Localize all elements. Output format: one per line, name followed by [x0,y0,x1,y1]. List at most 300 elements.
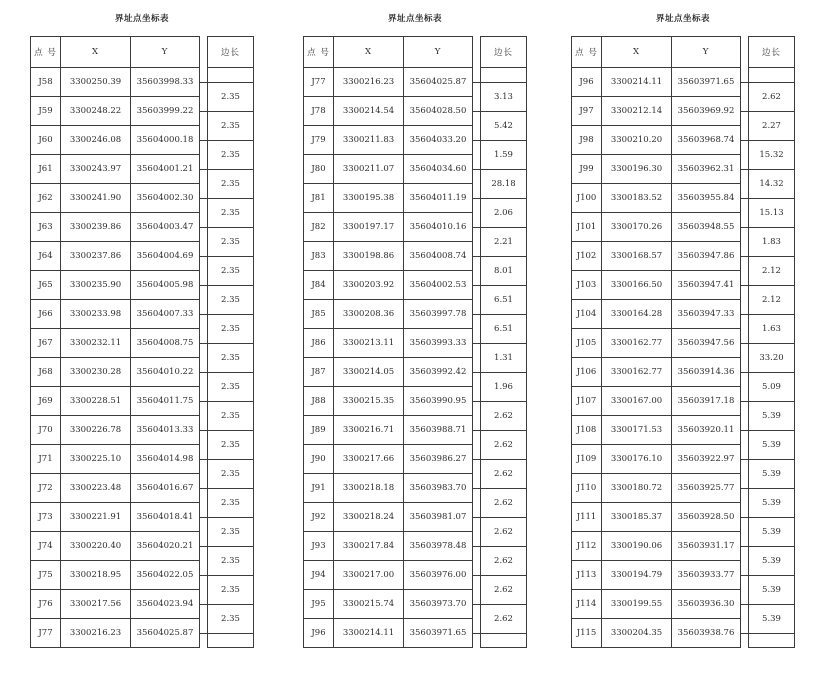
y-coordinate-cell: 35604011.19 [409,193,467,203]
point-id-cell: J61 [31,155,61,183]
x-coordinate-cell: 3300218.18 [334,474,404,502]
y-coordinate-cell: 35603947.33 [677,309,735,319]
x-coordinate-cell: 3300243.97 [61,155,131,183]
side-spacer-cell [481,67,526,82]
x-coordinate-cell: 3300196.30 [602,155,672,183]
y-coordinate-cell: 35604025.87 [136,628,194,638]
coordinate-table-2 [303,12,527,648]
y-coordinate-cell: 35604003.47 [136,222,194,232]
point-id-cell: J86 [304,329,334,357]
y-coordinate-cell: 35603947.41 [677,280,735,290]
point-id-cell: J65 [31,271,61,299]
point-id-cell: J97 [572,97,602,125]
y-coordinate-cell: 35604001.21 [136,164,194,174]
col-header-side: 边长 [761,48,781,58]
side-length-cell: 2.35 [208,169,253,198]
side-cells-container [749,67,794,647]
table-row [304,444,472,473]
table-title: 界址点坐标表 [655,14,710,24]
point-id-cell: J70 [31,416,61,444]
point-id-cell: J77 [304,68,334,96]
point-id-cell: J62 [31,184,61,212]
header-row [572,37,740,67]
side-length-cell: 2.35 [208,198,253,227]
rows-container [304,67,472,647]
side-length-cell: 2.35 [208,604,253,633]
side-length-cell: 15.32 [749,140,794,169]
side-length-cell: 2.62 [481,401,526,430]
x-coordinate-cell: 3300211.07 [334,155,404,183]
x-coordinate-cell: 3300223.48 [61,474,131,502]
side-length-cell: 2.35 [208,459,253,488]
side-length-cell: 2.62 [481,517,526,546]
point-id-cell: J84 [304,271,334,299]
point-id-cell: J81 [304,184,334,212]
table-row [304,589,472,618]
side-length-cell: 2.27 [749,111,794,140]
x-coordinate-cell: 3300214.11 [602,68,672,96]
side-length-cell: 3.13 [481,82,526,111]
y-coordinate-cell: 35603955.84 [677,193,735,203]
side-length-cell: 2.35 [208,227,253,256]
y-coordinate-cell: 35603948.55 [677,222,735,232]
table-row [304,328,472,357]
point-id-cell: J96 [572,68,602,96]
x-coordinate-cell: 3300239.86 [61,213,131,241]
table-row [572,183,740,212]
y-coordinate-cell: 35604011.75 [136,396,194,406]
point-id-cell: J114 [572,590,602,618]
table-row [31,386,199,415]
point-id-cell: J96 [304,619,334,647]
x-coordinate-cell: 3300211.83 [334,126,404,154]
header-row [304,37,472,67]
table-row [304,125,472,154]
table-row [572,96,740,125]
point-id-cell: J71 [31,445,61,473]
y-coordinate-cell: 35603986.27 [409,454,467,464]
y-coordinate-cell: 35603933.77 [677,570,735,580]
table-row [304,618,472,647]
point-id-cell: J67 [31,329,61,357]
x-coordinate-cell: 3300217.00 [334,561,404,589]
y-coordinate-cell: 35604010.16 [409,222,467,232]
table-row [31,415,199,444]
point-id-cell: J59 [31,97,61,125]
side-length-cell: 5.39 [749,488,794,517]
point-id-cell: J69 [31,387,61,415]
main-columns [571,36,741,648]
col-header-x: X [61,37,131,67]
x-coordinate-cell: 3300246.08 [61,126,131,154]
x-coordinate-cell: 3300248.22 [61,97,131,125]
point-id-cell: J64 [31,242,61,270]
table-row [304,357,472,386]
y-coordinate-cell: 35603969.92 [677,106,735,116]
x-coordinate-cell: 3300216.71 [334,416,404,444]
x-coordinate-cell: 3300233.98 [61,300,131,328]
table-row [304,241,472,270]
side-length-cell: 14.32 [749,169,794,198]
y-coordinate-cell: 35604002.30 [136,193,194,203]
x-coordinate-cell: 3300180.72 [602,474,672,502]
x-coordinate-cell: 3300197.17 [334,213,404,241]
table-row [31,531,199,560]
table-row [572,502,740,531]
x-coordinate-cell: 3300190.06 [602,532,672,560]
x-coordinate-cell: 3300232.11 [61,329,131,357]
x-coordinate-cell: 3300230.28 [61,358,131,386]
y-coordinate-cell: 35604016.67 [136,483,194,493]
table-row [31,357,199,386]
point-id-cell: J74 [31,532,61,560]
point-id-cell: J91 [304,474,334,502]
x-coordinate-cell: 3300203.92 [334,271,404,299]
table-row [304,473,472,502]
x-coordinate-cell: 3300218.24 [334,503,404,531]
x-coordinate-cell: 3300214.05 [334,358,404,386]
x-coordinate-cell: 3300204.35 [602,619,672,647]
table-row [572,212,740,241]
point-id-cell: J82 [304,213,334,241]
table-row [304,270,472,299]
table-row [572,67,740,96]
y-coordinate-cell: 35604020.21 [136,541,194,551]
side-length-cell: 5.42 [481,111,526,140]
x-coordinate-cell: 3300162.77 [602,358,672,386]
y-coordinate-cell: 35603938.76 [677,628,735,638]
table-row [31,183,199,212]
col-header-point: 点 号 [304,37,334,67]
x-coordinate-cell: 3300215.35 [334,387,404,415]
side-length-cell: 2.35 [208,82,253,111]
x-coordinate-cell: 3300183.52 [602,184,672,212]
table-row [304,560,472,589]
point-id-cell: J73 [31,503,61,531]
x-coordinate-cell: 3300195.38 [334,184,404,212]
side-length-cell: 2.12 [749,285,794,314]
table-row [304,96,472,125]
table-row [304,183,472,212]
side-length-cell: 2.35 [208,430,253,459]
point-id-cell: J106 [572,358,602,386]
point-id-cell: J79 [304,126,334,154]
table-row [572,270,740,299]
main-columns [303,36,473,648]
x-coordinate-cell: 3300170.26 [602,213,672,241]
x-coordinate-cell: 3300164.28 [602,300,672,328]
side-length-cell: 6.51 [481,314,526,343]
point-id-cell: J99 [572,155,602,183]
y-coordinate-cell: 35603990.95 [409,396,467,406]
y-coordinate-cell: 35604033.20 [409,135,467,145]
point-id-cell: J76 [31,590,61,618]
side-length-cell: 2.35 [208,140,253,169]
side-spacer-cell [208,633,253,648]
point-id-cell: J115 [572,619,602,647]
main-columns [30,36,200,648]
x-coordinate-cell: 3300217.84 [334,532,404,560]
y-coordinate-cell: 35603936.30 [677,599,735,609]
y-coordinate-cell: 35603971.65 [409,628,467,638]
table-row [304,502,472,531]
table-grid [571,36,795,648]
point-id-cell: J98 [572,126,602,154]
table-row [304,67,472,96]
x-coordinate-cell: 3300212.14 [602,97,672,125]
table-row [572,415,740,444]
point-id-cell: J78 [304,97,334,125]
table-row [31,444,199,473]
side-length-cell: 2.62 [481,604,526,633]
y-coordinate-cell: 35603971.65 [677,77,735,87]
table-row [304,154,472,183]
y-coordinate-cell: 35603947.86 [677,251,735,261]
point-id-cell: J88 [304,387,334,415]
point-id-cell: J68 [31,358,61,386]
x-coordinate-cell: 3300215.74 [334,590,404,618]
y-coordinate-cell: 35604004.69 [136,251,194,261]
x-coordinate-cell: 3300214.54 [334,97,404,125]
y-coordinate-cell: 35604008.74 [409,251,467,261]
table-row [31,299,199,328]
table-row [572,473,740,502]
col-header-side: 边长 [220,48,240,58]
table-row [572,589,740,618]
side-length-cell: 2.35 [208,575,253,604]
side-length-cell: 6.51 [481,285,526,314]
x-coordinate-cell: 3300217.56 [61,590,131,618]
y-coordinate-cell: 35604014.98 [136,454,194,464]
point-id-cell: J102 [572,242,602,270]
table-grid [303,36,527,648]
table-title: 界址点坐标表 [387,14,442,24]
y-coordinate-cell: 35603947.56 [677,338,735,348]
y-coordinate-cell: 35603983.70 [409,483,467,493]
x-coordinate-cell: 3300194.79 [602,561,672,589]
y-coordinate-cell: 35604028.50 [409,106,467,116]
table-row [572,299,740,328]
y-coordinate-cell: 35604034.60 [409,164,467,174]
y-coordinate-cell: 35603931.17 [677,541,735,551]
table-row [304,212,472,241]
point-id-cell: J94 [304,561,334,589]
table-row [304,531,472,560]
y-coordinate-cell: 35603998.33 [136,77,194,87]
table-row [31,125,199,154]
y-coordinate-cell: 35603973.70 [409,599,467,609]
side-length-cell: 1.63 [749,314,794,343]
side-length-cell: 2.62 [481,575,526,604]
side-length-cell: 28.18 [481,169,526,198]
y-coordinate-cell: 35603914.36 [677,367,735,377]
table-row [31,473,199,502]
y-coordinate-cell: 35603988.71 [409,425,467,435]
y-coordinate-cell: 35604025.87 [409,77,467,87]
side-spacer-cell [208,67,253,82]
side-length-cell: 5.39 [749,401,794,430]
point-id-cell: J112 [572,532,602,560]
point-id-cell: J60 [31,126,61,154]
y-coordinate-cell: 35603925.77 [677,483,735,493]
col-header-side: 边长 [493,48,513,58]
point-id-cell: J101 [572,213,602,241]
side-cells-container [208,67,253,647]
x-coordinate-cell: 3300199.55 [602,590,672,618]
x-coordinate-cell: 3300221.91 [61,503,131,531]
side-length-cell: 2.35 [208,546,253,575]
table-row [31,67,199,96]
y-coordinate-cell: 35604018.41 [136,512,194,522]
point-id-cell: J109 [572,445,602,473]
table-row [304,386,472,415]
y-coordinate-cell: 35603928.50 [677,512,735,522]
y-coordinate-cell: 35604010.22 [136,367,194,377]
side-length-cell: 2.35 [208,401,253,430]
y-coordinate-cell: 35604000.18 [136,135,194,145]
side-length-cell: 5.09 [749,372,794,401]
side-spacer-cell [749,633,794,648]
point-id-cell: J87 [304,358,334,386]
side-length-cell: 2.62 [481,546,526,575]
table-grid [30,36,254,648]
table-title: 界址点坐标表 [114,14,169,24]
col-header-point: 点 号 [31,37,61,67]
side-length-cell: 2.35 [208,314,253,343]
point-id-cell: J110 [572,474,602,502]
point-id-cell: J105 [572,329,602,357]
side-length-cell: 2.35 [208,111,253,140]
side-length-cell: 2.35 [208,343,253,372]
side-length-cell: 2.21 [481,227,526,256]
table-row [572,444,740,473]
table-row [31,96,199,125]
x-coordinate-cell: 3300208.36 [334,300,404,328]
header-row [31,37,199,67]
table-row [304,299,472,328]
x-coordinate-cell: 3300217.66 [334,445,404,473]
col-header-x: X [334,37,404,67]
x-coordinate-cell: 3300167.00 [602,387,672,415]
side-length-cell: 2.62 [481,459,526,488]
point-id-cell: J113 [572,561,602,589]
side-length-cell: 2.06 [481,198,526,227]
y-coordinate-cell: 35603976.00 [409,570,467,580]
y-coordinate-cell: 35604023.94 [136,599,194,609]
table-row [572,125,740,154]
point-id-cell: J89 [304,416,334,444]
col-header-x: X [602,37,672,67]
x-coordinate-cell: 3300235.90 [61,271,131,299]
table-row [31,212,199,241]
side-length-cell: 2.62 [481,430,526,459]
side-length-cell: 2.35 [208,372,253,401]
side-length-cell: 2.35 [208,285,253,314]
table-row [572,154,740,183]
col-header-y: Y [702,47,710,57]
side-length-cell: 1.83 [749,227,794,256]
side-length-cell: 2.35 [208,488,253,517]
x-coordinate-cell: 3300250.39 [61,68,131,96]
side-length-column [480,36,527,648]
point-id-cell: J103 [572,271,602,299]
side-spacer-cell [481,633,526,648]
side-length-cell: 8.01 [481,256,526,285]
x-coordinate-cell: 3300185.37 [602,503,672,531]
point-id-cell: J95 [304,590,334,618]
y-coordinate-cell: 35603922.97 [677,454,735,464]
y-coordinate-cell: 35603993.33 [409,338,467,348]
point-id-cell: J93 [304,532,334,560]
x-coordinate-cell: 3300176.10 [602,445,672,473]
rows-container [31,67,199,647]
side-length-cell: 2.35 [208,517,253,546]
side-length-column [748,36,795,648]
x-coordinate-cell: 3300168.57 [602,242,672,270]
x-coordinate-cell: 3300166.50 [602,271,672,299]
x-coordinate-cell: 3300171.53 [602,416,672,444]
side-length-column [207,36,254,648]
y-coordinate-cell: 35603999.22 [136,106,194,116]
coordinate-table-3 [571,12,795,648]
table-row [31,241,199,270]
side-length-cell: 5.39 [749,546,794,575]
point-id-cell: J107 [572,387,602,415]
y-coordinate-cell: 35604002.53 [409,280,467,290]
col-header-point: 点 号 [572,37,602,67]
col-header-y: Y [434,47,442,57]
point-id-cell: J80 [304,155,334,183]
point-id-cell: J72 [31,474,61,502]
y-coordinate-cell: 35603920.11 [677,425,735,435]
point-id-cell: J100 [572,184,602,212]
coordinate-table-1 [30,12,254,648]
table-row [31,560,199,589]
y-coordinate-cell: 35604022.05 [136,570,194,580]
y-coordinate-cell: 35604005.98 [136,280,194,290]
y-coordinate-cell: 35603992.42 [409,367,467,377]
x-coordinate-cell: 3300213.11 [334,329,404,357]
table-row [572,328,740,357]
y-coordinate-cell: 35603917.18 [677,396,735,406]
side-length-cell: 1.96 [481,372,526,401]
x-coordinate-cell: 3300241.90 [61,184,131,212]
point-id-cell: J58 [31,68,61,96]
point-id-cell: J85 [304,300,334,328]
table-row [572,618,740,647]
side-length-cell: 5.39 [749,459,794,488]
table-row [31,328,199,357]
point-id-cell: J111 [572,503,602,531]
table-row [31,618,199,647]
table-row [572,531,740,560]
side-length-cell: 1.59 [481,140,526,169]
side-cells-container [481,67,526,647]
x-coordinate-cell: 3300216.23 [61,619,131,647]
point-id-cell: J66 [31,300,61,328]
side-length-cell: 5.39 [749,430,794,459]
table-row [31,270,199,299]
point-id-cell: J63 [31,213,61,241]
x-coordinate-cell: 3300162.77 [602,329,672,357]
side-length-cell: 15.13 [749,198,794,227]
point-id-cell: J90 [304,445,334,473]
table-row [31,589,199,618]
col-header-y: Y [161,47,169,57]
y-coordinate-cell: 35603968.74 [677,135,735,145]
rows-container [572,67,740,647]
x-coordinate-cell: 3300198.86 [334,242,404,270]
